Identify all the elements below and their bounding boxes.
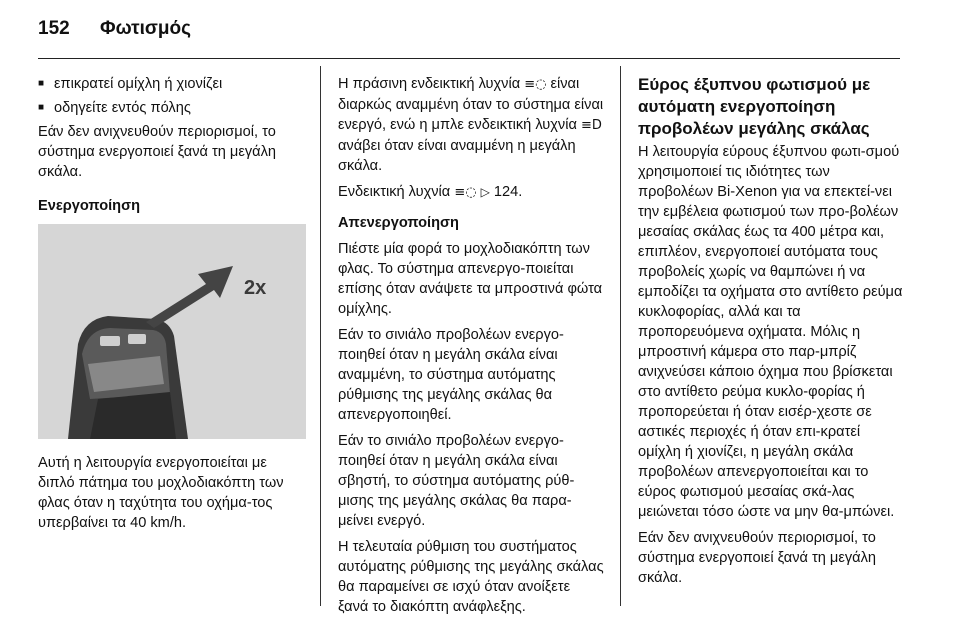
paragraph: Η τελευταία ρύθμιση του συστήματος αυτόματης ρύθμισης της μεγάλης σκάλας θα παραμείνει σε ισχύ όταν ανοίξετε ξανά το διακόπτη ανάφλεξης. — [338, 539, 604, 615]
section-heading-deactivation: Απενεργοποίηση — [338, 215, 459, 231]
paragraph: Εάν το σινιάλο προβολέων ενεργο-ποιηθεί όταν η μεγάλη σκάλα είναι σβηστή, το σύστημα αυτόματης ρύθ-μισης της μεγάλης σκάλας θα παρα-μείνει ενεργό. — [338, 433, 575, 529]
auto-high-beam-icon: ≡◌ — [454, 185, 477, 200]
column-divider-1 — [320, 66, 321, 606]
figure-label-2x: 2x — [244, 277, 267, 299]
paragraph: Ενδεικτική λυχνία ≡◌ ▷ 124. — [338, 182, 604, 203]
column-divider-2 — [620, 66, 621, 606]
page-header — [38, 18, 191, 48]
paragraph: Εάν δεν ανιχνευθούν περιορισμοί, το σύστημα ενεργοποιεί ξανά τη μεγάλη σκάλα. — [638, 530, 876, 586]
paragraph: Εάν δεν ανιχνευθούν περιορισμοί, το σύστημα ενεργοποιεί ξανά τη μεγάλη σκάλα. — [38, 124, 276, 180]
paragraph: Η λειτουργία εύρους έξυπνου φωτι-σμού χρησιμοποιεί τις ιδιότητες των προβολέων Bi-Xenon για να επεκτεί-νει την εμβέλεια φωτισμού των προ-βολέων μεσαίας σκάλας έως τα 400 μέτρα και, επιπλέον, ενεργοποιεί αυτόματα τους προβολείς χωρίς να θαμπώνει ή να εμποδίζει τα οχήματα στο αντίθετο ρεύμα κυκλοφορίας, αλλά και τα προπορευόμενα οχήματα. Μόλις η μπροστινή κάμερα στο παρ-μπρίζ ανιχνεύσει κάποιο όχημα που βρίσκεται στο αντίθετο ρεύμα κυκλο-φορίας ή προπορεύεται ή όταν εισέρ-χεστε σε αστικές περιοχές ή όταν επι-κρατεί ομίχλη ή χιονίζει, η μεγάλη σκάλα προβολέων απενεργοποιείται και το εύρος φωτισμού μεσαίας σκά-λας μειώνεται τόσο ώστε να μην θα-μπώνει. — [638, 144, 903, 520]
paragraph: Πιέστε μία φορά το μοχλοδιακόπτη των φλας. Το σύστημα απενεργο-ποιείται επίσης όταν ανάψετε τα μπροστινά φώτα ομίχλης. — [338, 241, 603, 317]
page-ref-icon: ▷ — [480, 185, 490, 199]
paragraph: Η πράσινη ενδεικτική λυχνία ≡◌ είναι διαρκώς αναμμένη όταν το σύστημα είναι ενεργό, ενώ η μπλε ενδεικτική λυχνία ≡D ανάβει όταν είναι αναμμένη η μεγάλη σκάλα. — [338, 76, 604, 174]
column-2 — [338, 74, 604, 623]
high-beam-icon: ≡D — [580, 118, 602, 133]
section-heading-intellibeam: Εύρος έξυπνου φωτισμού με αυτόματη ενεργοποίηση προβολέων μεγάλης σκάλας — [638, 75, 871, 138]
auto-high-beam-icon: ≡◌ — [524, 77, 547, 92]
page-reference-link[interactable]: 124. — [493, 184, 523, 200]
stalk-illustration — [38, 224, 306, 439]
column-3 — [638, 74, 904, 594]
page-number: 152 — [38, 18, 70, 39]
page-title: Φωτισμός — [100, 18, 191, 39]
paragraph: Αυτή η λειτουργία ενεργοποιείται με διπλό πάτημα του μοχλοδιακόπτη των φλας όταν η ταχύτητα του οχήμα-τος υπερβαίνει τα 40 km/h. — [38, 455, 284, 531]
list-item: ■ επικρατεί ομίχλη ή χιονίζει — [38, 76, 223, 92]
bullet-square-icon: ■ — [38, 102, 45, 113]
header-divider — [38, 58, 900, 59]
column-1 — [38, 74, 306, 539]
section-heading-activation: Ενεργοποίηση — [38, 198, 140, 214]
paragraph: Εάν το σινιάλο προβολέων ενεργο-ποιηθεί όταν η μεγάλη σκάλα είναι αναμμένη, το σύστημα αυτόματης ρύθμισης της μεγάλης σκάλας θα απενεργοποιηθεί. — [338, 327, 564, 423]
lever-drawing — [38, 224, 306, 439]
bullet-square-icon: ■ — [38, 78, 45, 89]
list-item: ■ οδηγείτε εντός πόλης — [38, 100, 191, 116]
